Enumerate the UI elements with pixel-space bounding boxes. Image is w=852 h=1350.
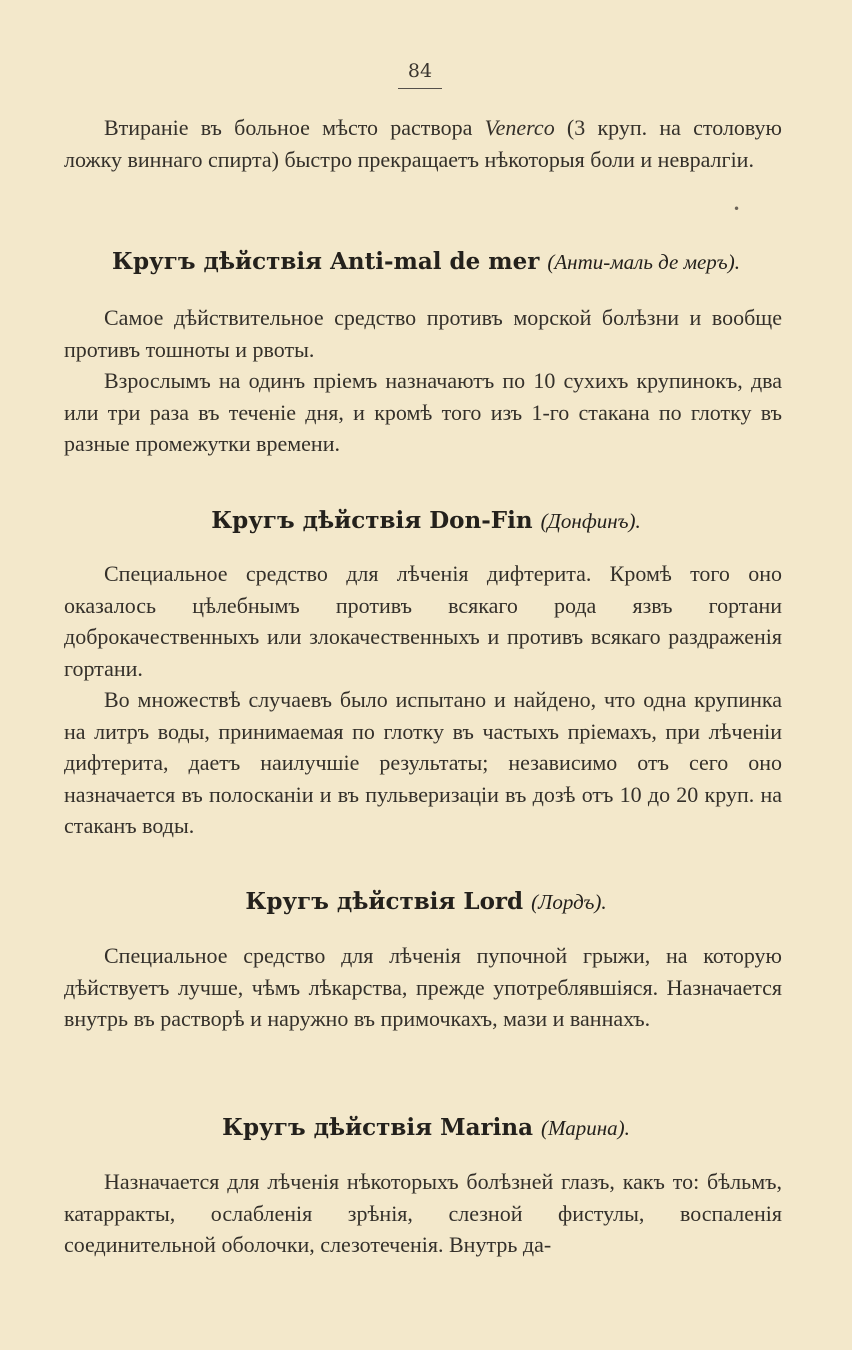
heading-remedy-name: Lord: [463, 888, 524, 915]
heading-prefix: Кругъ дѣйствія: [112, 248, 331, 275]
paragraph: Взрослымъ на одинъ пріемъ назначаютъ по 10 сухихъ крупинокъ, два или три раза въ теченіе дня, и кромѣ того изъ 1-го стакана по глотку въ разные промежутки времени.: [64, 368, 782, 456]
paragraph: Специальное средство для лѣченія дифтерита. Кромѣ того оно оказалось цѣлебнымъ противъ всякаго рода язвъ гортани доброкачественныхъ или злокачественныхъ и противъ всякаго раздраженія гортани.: [64, 561, 782, 681]
heading-gloss: (Марина).: [541, 1116, 630, 1140]
intro-block: [64, 112, 782, 175]
section-heading-anti-mal-de-mer: [0, 248, 852, 275]
section-body-lord: [64, 940, 782, 1035]
page-number-rule: [398, 88, 442, 89]
page-number: 84: [407, 60, 433, 82]
heading-remedy-name: Don-Fin: [429, 507, 533, 534]
print-speck: •: [733, 202, 741, 216]
heading-prefix: Кругъ дѣйствія: [245, 888, 464, 915]
section-heading-don-fin: [0, 507, 852, 534]
heading-prefix: Кругъ дѣйствія: [222, 1114, 441, 1141]
section-heading-lord: [0, 888, 852, 915]
paragraph: Специальное средство для лѣченія пупочной грыжи, на которую дѣйствуетъ лучше, чѣмъ лѣкарства, прежде употреблявшіяся. Назначается внутрь въ растворѣ и наружно въ примочкахъ, мази и ваннахъ.: [64, 943, 782, 1031]
heading-gloss: (Анти-маль де меръ).: [547, 250, 740, 274]
heading-prefix: Кругъ дѣйствія: [211, 507, 430, 534]
section-body-don-fin: [64, 558, 782, 842]
paragraph: Самое дѣйствительное средство противъ морской болѣзни и вообще противъ тошноты и рвоты.: [64, 305, 782, 362]
heading-remedy-name: Anti-mal de mer: [330, 248, 540, 275]
heading-remedy-name: Marina: [440, 1114, 533, 1141]
paragraph: Во множествѣ случаевъ было испытано и найдено, что одна крупинка на литръ воды, принимаемая по глотку въ частыхъ пріемахъ, при лѣченіи дифтерита, даетъ наилучшіе результаты; независимо отъ сего оно назначается въ полосканіи и въ пульверизаціи въ дозѣ отъ 10 до 20 круп. на стаканъ воды.: [64, 687, 782, 838]
heading-gloss: (Лордъ).: [531, 890, 607, 914]
section-body-marina: [64, 1166, 782, 1261]
section-heading-marina: [0, 1114, 852, 1141]
product-name-venerco: Venerco: [484, 115, 555, 140]
intro-text-before: Втираніе въ больное мѣсто раствора: [104, 115, 485, 140]
intro-text-after: (3 круп. на столовую ложку виннаго спирта) быстро прекращаетъ нѣкоторыя боли и невралгіи.: [64, 115, 782, 172]
section-body-anti-mal-de-mer: [64, 302, 782, 460]
intro-paragraph: [64, 112, 782, 175]
heading-gloss: (Донфинъ).: [540, 509, 641, 533]
paragraph: Назначается для лѣченія нѣкоторыхъ болѣзней глазъ, какъ то: бѣльмъ, катарракты, ослабленія зрѣнія, слезной фистулы, воспаленія соединительной оболочки, слезотеченія. Внутрь да-: [64, 1169, 782, 1257]
